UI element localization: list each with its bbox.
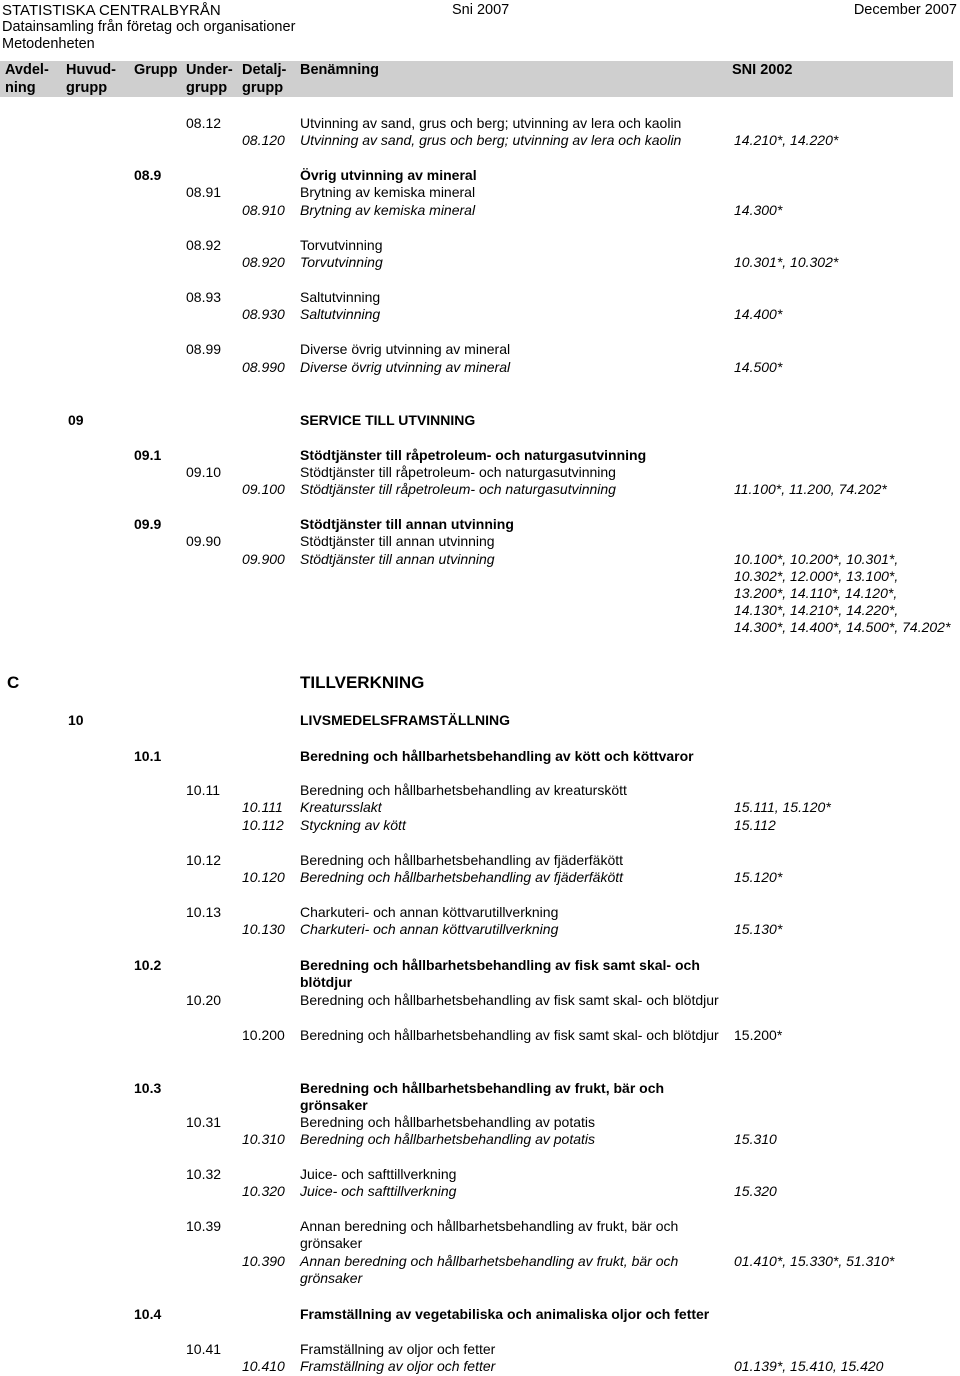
row-name: Annan beredning och hållbarhetsbehandling av frukt, bär och <box>300 1218 679 1234</box>
table-row <box>0 132 960 149</box>
col-huvudgrupp-2: grupp <box>66 80 108 96</box>
row-name: Diverse övrig utvinning av mineral <box>300 341 511 357</box>
row-sni2002: 13.200*, 14.110*, 14.120*, <box>734 585 898 601</box>
row-code: 10.112 <box>242 817 284 833</box>
table-row <box>0 1027 960 1044</box>
row-code: 10.32 <box>186 1166 222 1182</box>
row-sni2002: 15.111, 15.120* <box>734 799 831 815</box>
row-code: 10.31 <box>186 1114 222 1130</box>
row-name: TILLVERKNING <box>300 673 425 692</box>
table-row <box>0 533 960 550</box>
org-name: STATISTISKA CENTRALBYRÅN <box>2 2 221 19</box>
row-name: Styckning av kött <box>300 817 406 833</box>
table-row <box>0 619 960 636</box>
row-sni2002: 15.320 <box>734 1183 777 1199</box>
row-name: Beredning och hållbarhetsbehandling av kött och köttvaror <box>300 748 694 764</box>
document-date: December 2007 <box>853 2 957 18</box>
row-sni2002: 14.300* <box>734 202 783 218</box>
row-name: Charkuteri- och annan köttvarutillverkning <box>300 904 559 920</box>
row-code: 08.12 <box>186 115 222 131</box>
row-code: 10.410 <box>242 1358 285 1374</box>
table-row <box>0 1131 960 1148</box>
row-code: 10.41 <box>186 1341 222 1357</box>
row-name: Utvinning av sand, grus och berg; utvinning av lera och kaolin <box>300 132 682 148</box>
row-name: Utvinning av sand, grus och berg; utvinning av lera och kaolin <box>300 115 682 131</box>
table-row <box>0 852 960 869</box>
row-sni2002: 01.139*, 15.410, 15.420 <box>734 1358 884 1374</box>
table-row <box>0 237 960 254</box>
row-name: Torvutvinning <box>300 237 383 253</box>
row-sni2002: 15.310 <box>734 1131 777 1147</box>
row-code: 09.9 <box>134 516 162 532</box>
row-code: 09.10 <box>186 464 222 480</box>
col-avdelning: Avdel- <box>5 62 49 78</box>
col-benamning: Benämning <box>300 62 379 78</box>
row-name: Charkuteri- och annan köttvarutillverkning <box>300 921 559 937</box>
row-code: 10.111 <box>242 799 283 815</box>
row-code: 09 <box>68 412 84 428</box>
row-name: Framställning av oljor och fetter <box>300 1358 496 1374</box>
row-sni2002: 14.130*, 14.210*, 14.220*, <box>734 602 899 618</box>
dept-name: Datainsamling från företag och organisationer <box>2 19 296 35</box>
row-name: Stödtjänster till annan utvinning <box>300 516 514 532</box>
table-row <box>0 115 960 132</box>
row-name: Juice- och safttillverkning <box>300 1183 457 1199</box>
row-code: 10.4 <box>134 1306 162 1322</box>
col-detaljgrupp-2: grupp <box>242 80 284 96</box>
table-row <box>0 551 960 568</box>
table-row <box>0 1306 960 1323</box>
table-row <box>0 254 960 271</box>
row-sni2002: 10.302*, 12.000*, 13.100*, <box>734 568 899 584</box>
table-row <box>0 341 960 358</box>
table-row <box>0 516 960 533</box>
row-code: 08.120 <box>242 132 285 148</box>
row-code: 10.320 <box>242 1183 285 1199</box>
row-code: 09.90 <box>186 533 222 549</box>
table-row <box>0 748 960 765</box>
row-sni2002: 10.100*, 10.200*, 10.301*, <box>734 551 899 567</box>
row-sni2002: 10.301*, 10.302* <box>734 254 839 270</box>
unit-name: Metodenheten <box>2 36 95 52</box>
row-sni2002: 15.112 <box>734 817 776 833</box>
row-name: Beredning och hållbarhetsbehandling av kreaturskött <box>300 782 627 798</box>
row-name: blötdjur <box>300 974 353 990</box>
table-row <box>0 481 960 498</box>
row-sni2002: 15.200* <box>734 1027 783 1043</box>
row-code: 08.93 <box>186 289 222 305</box>
row-name: Brytning av kemiska mineral <box>300 202 476 218</box>
row-name: SERVICE TILL UTVINNING <box>300 412 476 428</box>
table-row <box>0 974 960 991</box>
row-sni2002: 14.400* <box>734 306 783 322</box>
row-name: grönsaker <box>300 1097 368 1113</box>
col-sni2002: SNI 2002 <box>732 62 793 78</box>
table-row <box>0 1183 960 1200</box>
row-name: Juice- och safttillverkning <box>300 1166 457 1182</box>
row-name: LIVSMEDELSFRAMSTÄLLNING <box>300 712 510 728</box>
classification-version: Sni 2007 <box>452 2 510 18</box>
row-code: 08.92 <box>186 237 222 253</box>
table-row <box>0 464 960 481</box>
row-code: 08.9 <box>134 167 162 183</box>
row-name: Beredning och hållbarhetsbehandling av fjäderfäkött <box>300 869 624 885</box>
table-row <box>0 1114 960 1131</box>
row-code: 10.12 <box>186 852 222 868</box>
row-code: 10.11 <box>186 782 220 798</box>
row-name: Stödtjänster till råpetroleum- och naturgasutvinning <box>300 447 647 463</box>
row-name: Beredning och hållbarhetsbehandling av fisk samt skal- och <box>300 957 700 973</box>
table-row <box>0 1270 960 1287</box>
row-name: Stödtjänster till råpetroleum- och naturgasutvinning <box>300 481 616 497</box>
table-row <box>0 1218 960 1235</box>
table-row <box>0 957 960 974</box>
row-sni2002: 15.130* <box>734 921 783 937</box>
row-sni2002: 01.410*, 15.330*, 51.310* <box>734 1253 895 1269</box>
row-code: 10.390 <box>242 1253 285 1269</box>
row-code: 09.900 <box>242 551 285 567</box>
table-row <box>0 1341 960 1358</box>
table-row <box>0 799 960 816</box>
row-name: Stödtjänster till annan utvinning <box>300 533 495 549</box>
table-row <box>0 1080 960 1097</box>
row-name: Torvutvinning <box>300 254 383 270</box>
row-code: 08.99 <box>186 341 222 357</box>
row-code: 10 <box>68 712 84 728</box>
table-row <box>0 904 960 921</box>
col-grupp: Grupp <box>134 62 178 78</box>
row-name: Saltutvinning <box>300 306 381 322</box>
row-code: 10.13 <box>186 904 222 920</box>
table-row <box>0 1166 960 1183</box>
row-code: 09.100 <box>242 481 285 497</box>
table-row <box>0 921 960 938</box>
row-name: Kreatursslakt <box>300 799 382 815</box>
table-row <box>0 585 960 602</box>
row-sni2002: 15.120* <box>734 869 783 885</box>
row-code: 10.2 <box>134 957 162 973</box>
row-name: Beredning och hållbarhetsbehandling av fjäderfäkött <box>300 852 624 868</box>
table-row <box>0 568 960 585</box>
row-name: Framställning av vegetabiliska och animaliska oljor och fetter <box>300 1306 710 1322</box>
table-row <box>0 412 960 429</box>
row-code: 10.3 <box>134 1080 162 1096</box>
row-name: Beredning och hållbarhetsbehandling av fisk samt skal- och blötdjur <box>300 1027 719 1043</box>
table-row <box>0 202 960 219</box>
table-row <box>0 1253 960 1270</box>
row-sni2002: 11.100*, 11.200, 74.202* <box>734 481 887 497</box>
row-code: 10.120 <box>242 869 285 885</box>
table-row <box>0 167 960 184</box>
table-row <box>0 306 960 323</box>
row-code: 10.20 <box>186 992 222 1008</box>
table-row <box>0 712 960 729</box>
table-row <box>0 184 960 201</box>
row-name: grönsaker <box>300 1270 363 1286</box>
col-undergrupp-2: grupp <box>186 80 228 96</box>
row-code: 10.1 <box>134 748 162 764</box>
col-huvudgrupp: Huvud- <box>66 62 116 78</box>
row-name: Brytning av kemiska mineral <box>300 184 476 200</box>
row-code: 10.130 <box>242 921 285 937</box>
row-sni2002: 14.300*, 14.400*, 14.500*, 74.202* <box>734 619 951 635</box>
row-code: 10.310 <box>242 1131 285 1147</box>
table-row <box>0 674 960 691</box>
row-code: C <box>7 673 20 692</box>
row-name: Beredning och hållbarhetsbehandling av frukt, bär och <box>300 1080 665 1096</box>
row-name: Övrig utvinning av mineral <box>300 167 477 183</box>
row-name: Diverse övrig utvinning av mineral <box>300 359 511 375</box>
row-sni2002: 14.500* <box>734 359 783 375</box>
row-code: 08.91 <box>186 184 222 200</box>
table-row <box>0 447 960 464</box>
row-name: Stödtjänster till råpetroleum- och naturgasutvinning <box>300 464 616 480</box>
row-code: 08.990 <box>242 359 285 375</box>
table-row <box>0 1097 960 1114</box>
col-detaljgrupp: Detalj- <box>242 62 287 78</box>
row-name: Beredning och hållbarhetsbehandling av potatis <box>300 1131 595 1147</box>
column-header-band <box>0 61 953 97</box>
row-sni2002: 14.210*, 14.220* <box>734 132 839 148</box>
table-row <box>0 869 960 886</box>
row-code: 08.920 <box>242 254 285 270</box>
row-name: Stödtjänster till annan utvinning <box>300 551 495 567</box>
row-name: Annan beredning och hållbarhetsbehandling av frukt, bär och <box>300 1253 679 1269</box>
table-row <box>0 1358 960 1375</box>
row-name: Saltutvinning <box>300 289 381 305</box>
table-row <box>0 359 960 376</box>
row-code: 09.1 <box>134 447 162 463</box>
table-row <box>0 602 960 619</box>
table-row <box>0 992 960 1009</box>
row-code: 10.39 <box>186 1218 222 1234</box>
row-name: grönsaker <box>300 1235 363 1251</box>
col-undergrupp: Under- <box>186 62 233 78</box>
row-name: Beredning och hållbarhetsbehandling av potatis <box>300 1114 595 1130</box>
row-name: Beredning och hållbarhetsbehandling av fisk samt skal- och blötdjur <box>300 992 719 1008</box>
col-avdelning-2: ning <box>5 80 36 96</box>
row-code: 10.200 <box>242 1027 285 1043</box>
table-row <box>0 289 960 306</box>
row-code: 08.930 <box>242 306 285 322</box>
row-code: 08.910 <box>242 202 285 218</box>
table-row <box>0 782 960 799</box>
table-row <box>0 817 960 834</box>
row-name: Framställning av oljor och fetter <box>300 1341 496 1357</box>
table-row <box>0 1235 960 1252</box>
